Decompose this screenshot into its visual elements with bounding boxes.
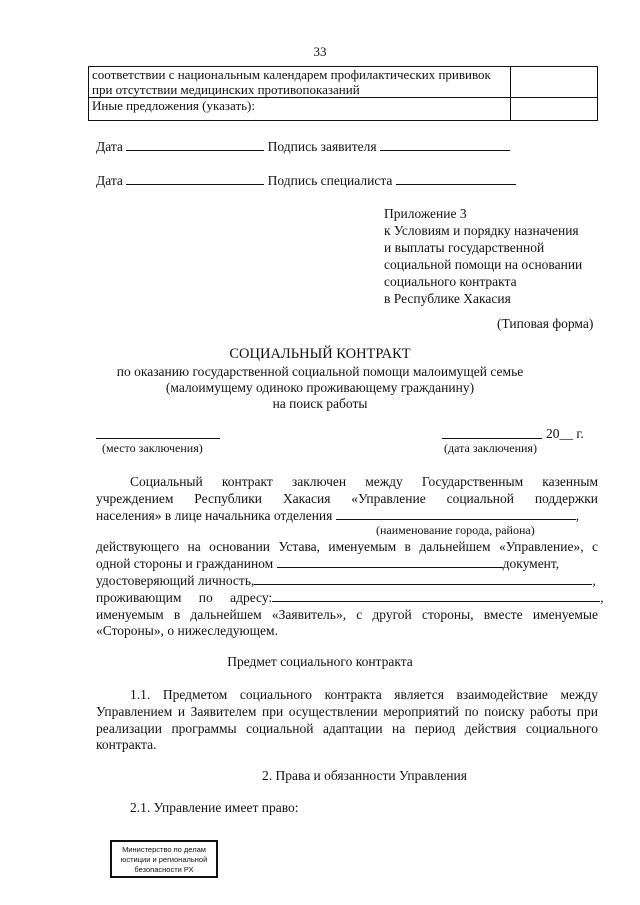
id-document-blank (254, 572, 592, 585)
paragraph-text: , (592, 573, 596, 588)
section-heading: 2. Права и обязанности Управления (262, 768, 467, 783)
paragraph-line: контракта. (96, 737, 157, 752)
paragraph-line: учреждением Республики Хакасия «Управление социальной поддержки (96, 491, 598, 506)
stamp-line: юстиции и региональной (120, 855, 208, 864)
year-suffix: 20__ г. (546, 426, 584, 441)
appendix-line: Приложение 3 (384, 206, 467, 221)
signature-line-specialist (96, 172, 516, 189)
table-cell-empty (511, 98, 598, 121)
table-cell-empty (511, 67, 598, 98)
paragraph-text: , (575, 508, 580, 523)
date-caption: (дата заключения) (444, 441, 537, 455)
signature-blank (396, 172, 516, 185)
paragraph-line (96, 572, 596, 589)
signature-label: Подпись специалиста (267, 173, 393, 188)
citizen-blank (277, 555, 503, 568)
paragraph-text: населения» в лице начальника отделения (96, 508, 333, 523)
document-subtitle: по оказанию государственной социальной помощи малоимущей семье (116, 364, 524, 379)
appendix-line: в Республике Хакасия (384, 291, 511, 306)
table-cell: Иные предложения (указать): (89, 98, 511, 121)
address-blank (272, 589, 600, 602)
signature-blank (380, 138, 510, 151)
paragraph-line: действующего на основании Устава, именуемым в дальнейшем «Управление», с (96, 539, 598, 554)
paragraph-text: документ, (502, 556, 560, 571)
date-label: Дата (96, 139, 123, 154)
city-caption: (наименование города, района) (376, 523, 535, 537)
date-blank (126, 172, 264, 185)
date-blank (442, 426, 542, 439)
paragraph-line (96, 589, 604, 606)
paragraph-line: 2.1. Управление имеет право: (130, 800, 299, 815)
table-row (89, 67, 598, 98)
appendix-note (384, 205, 614, 307)
ministry-stamp (110, 840, 218, 878)
appendix-line: и выплаты государственной (384, 240, 545, 255)
appendix-line: социального контракта (384, 274, 517, 289)
paragraph-text: , (600, 590, 604, 605)
appendix-line: социальной помощи на основании (384, 257, 583, 272)
section-heading: Предмет социального контракта (227, 654, 413, 669)
table-cell (89, 67, 511, 98)
table-cell-line: при отсутствии медицинских противопоказаний (92, 82, 360, 97)
place-caption: (место заключения) (102, 441, 203, 455)
signature-line-applicant (96, 138, 510, 155)
date-blank (126, 138, 264, 151)
place-blank (96, 426, 220, 439)
paragraph-line: реализации программы социальной адаптации на период действия социального (96, 721, 598, 736)
paragraph-line: именуемым в дальнейшем «Заявитель», с другой стороны, вместе именуемые (96, 607, 598, 622)
paragraph-line: «Стороны», о нижеследующем. (96, 623, 278, 638)
form-type-label: (Типовая форма) (497, 316, 594, 331)
paragraph-line: Управлением и Заявителем при осуществлении мероприятий по поиску работы при (96, 704, 598, 719)
appendix-line: к Условиям и порядку назначения (384, 223, 579, 238)
paragraph-line (96, 555, 598, 572)
table-row (89, 98, 598, 121)
proposals-table (88, 66, 598, 121)
paragraph-line (96, 507, 579, 524)
stamp-line: Министерство по делам (122, 845, 206, 854)
paragraph-line: 1.1. Предметом социального контракта является взаимодействие между (130, 687, 598, 702)
document-subtitle: (малоимущему одиноко проживающему гражданину) (165, 380, 475, 395)
paragraph-text: одной стороны и гражданином (96, 556, 274, 571)
document-title: СОЦИАЛЬНЫЙ КОНТРАКТ (229, 346, 411, 362)
date-label: Дата (96, 173, 123, 188)
department-blank (336, 507, 576, 520)
page-number: 33 (313, 44, 327, 59)
paragraph-line: Социальный контракт заключен между Государственным казенным (130, 474, 598, 489)
stamp-line: безопасности РХ (134, 865, 194, 874)
document-subtitle: на поиск работы (272, 396, 368, 411)
table-cell-line: соответствии с национальным календарем профилактических прививок (92, 67, 491, 82)
signature-label: Подпись заявителя (267, 139, 377, 154)
paragraph-text: удостоверяющий личность, (96, 573, 255, 588)
paragraph-text: проживающим по адресу: (96, 590, 273, 605)
